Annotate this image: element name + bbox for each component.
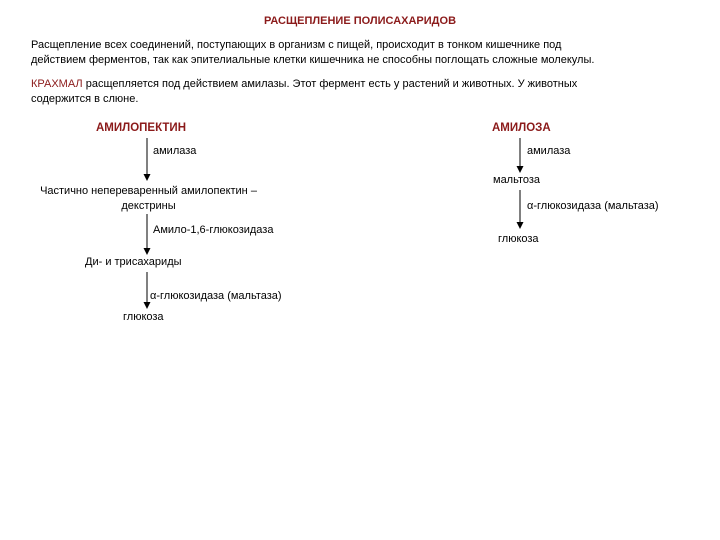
amylopectin-product-di-trisaccharides: Ди- и трисахариды bbox=[85, 256, 182, 268]
amylopectin-product-dextrins-line-1: Частично непереваренный амилопектин – bbox=[40, 185, 257, 197]
amylopectin-product-glucose: глюкоза bbox=[123, 311, 164, 323]
starch-line-2: содержится в слюне. bbox=[31, 93, 139, 105]
amylose-product-maltose: мальтоза bbox=[493, 174, 541, 186]
page-title: РАСЩЕПЛЕНИЕ ПОЛИСАХАРИДОВ bbox=[263, 15, 457, 27]
amylopectin-enzyme-maltase: α-глюкозидаза (мальтаза) bbox=[150, 290, 282, 302]
amylose-enzyme-maltase: α-глюкозидаза (мальтаза) bbox=[527, 200, 659, 212]
intro-line-1: Расщепление всех соединений, поступающих в организм с пищей, происходит в тонком кишечнике под bbox=[31, 39, 562, 51]
intro-line-2: действием ферментов, так как эпителиальные клетки кишечника не способны поглощать сложные молекулы. bbox=[31, 54, 595, 66]
amylopectin-enzyme-amylo-glucosidase: Амило-1,6-глюкозидаза bbox=[153, 224, 274, 236]
amylose-enzyme-amylase: амилаза bbox=[527, 145, 571, 157]
amylose-header: АМИЛОЗА bbox=[492, 122, 551, 134]
amylopectin-product-dextrins-line-2: декстрины bbox=[121, 200, 176, 212]
amylose-product-glucose: глюкоза bbox=[498, 233, 539, 245]
starch-keyword: КРАХМАЛ bbox=[31, 78, 83, 90]
starch-line-1-rest: расщепляется под действием амилазы. Этот фермент есть у растений и животных. У животных bbox=[82, 78, 578, 90]
amylopectin-enzyme-amylase: амилаза bbox=[153, 145, 197, 157]
amylopectin-header: АМИЛОПЕКТИН bbox=[96, 122, 187, 134]
